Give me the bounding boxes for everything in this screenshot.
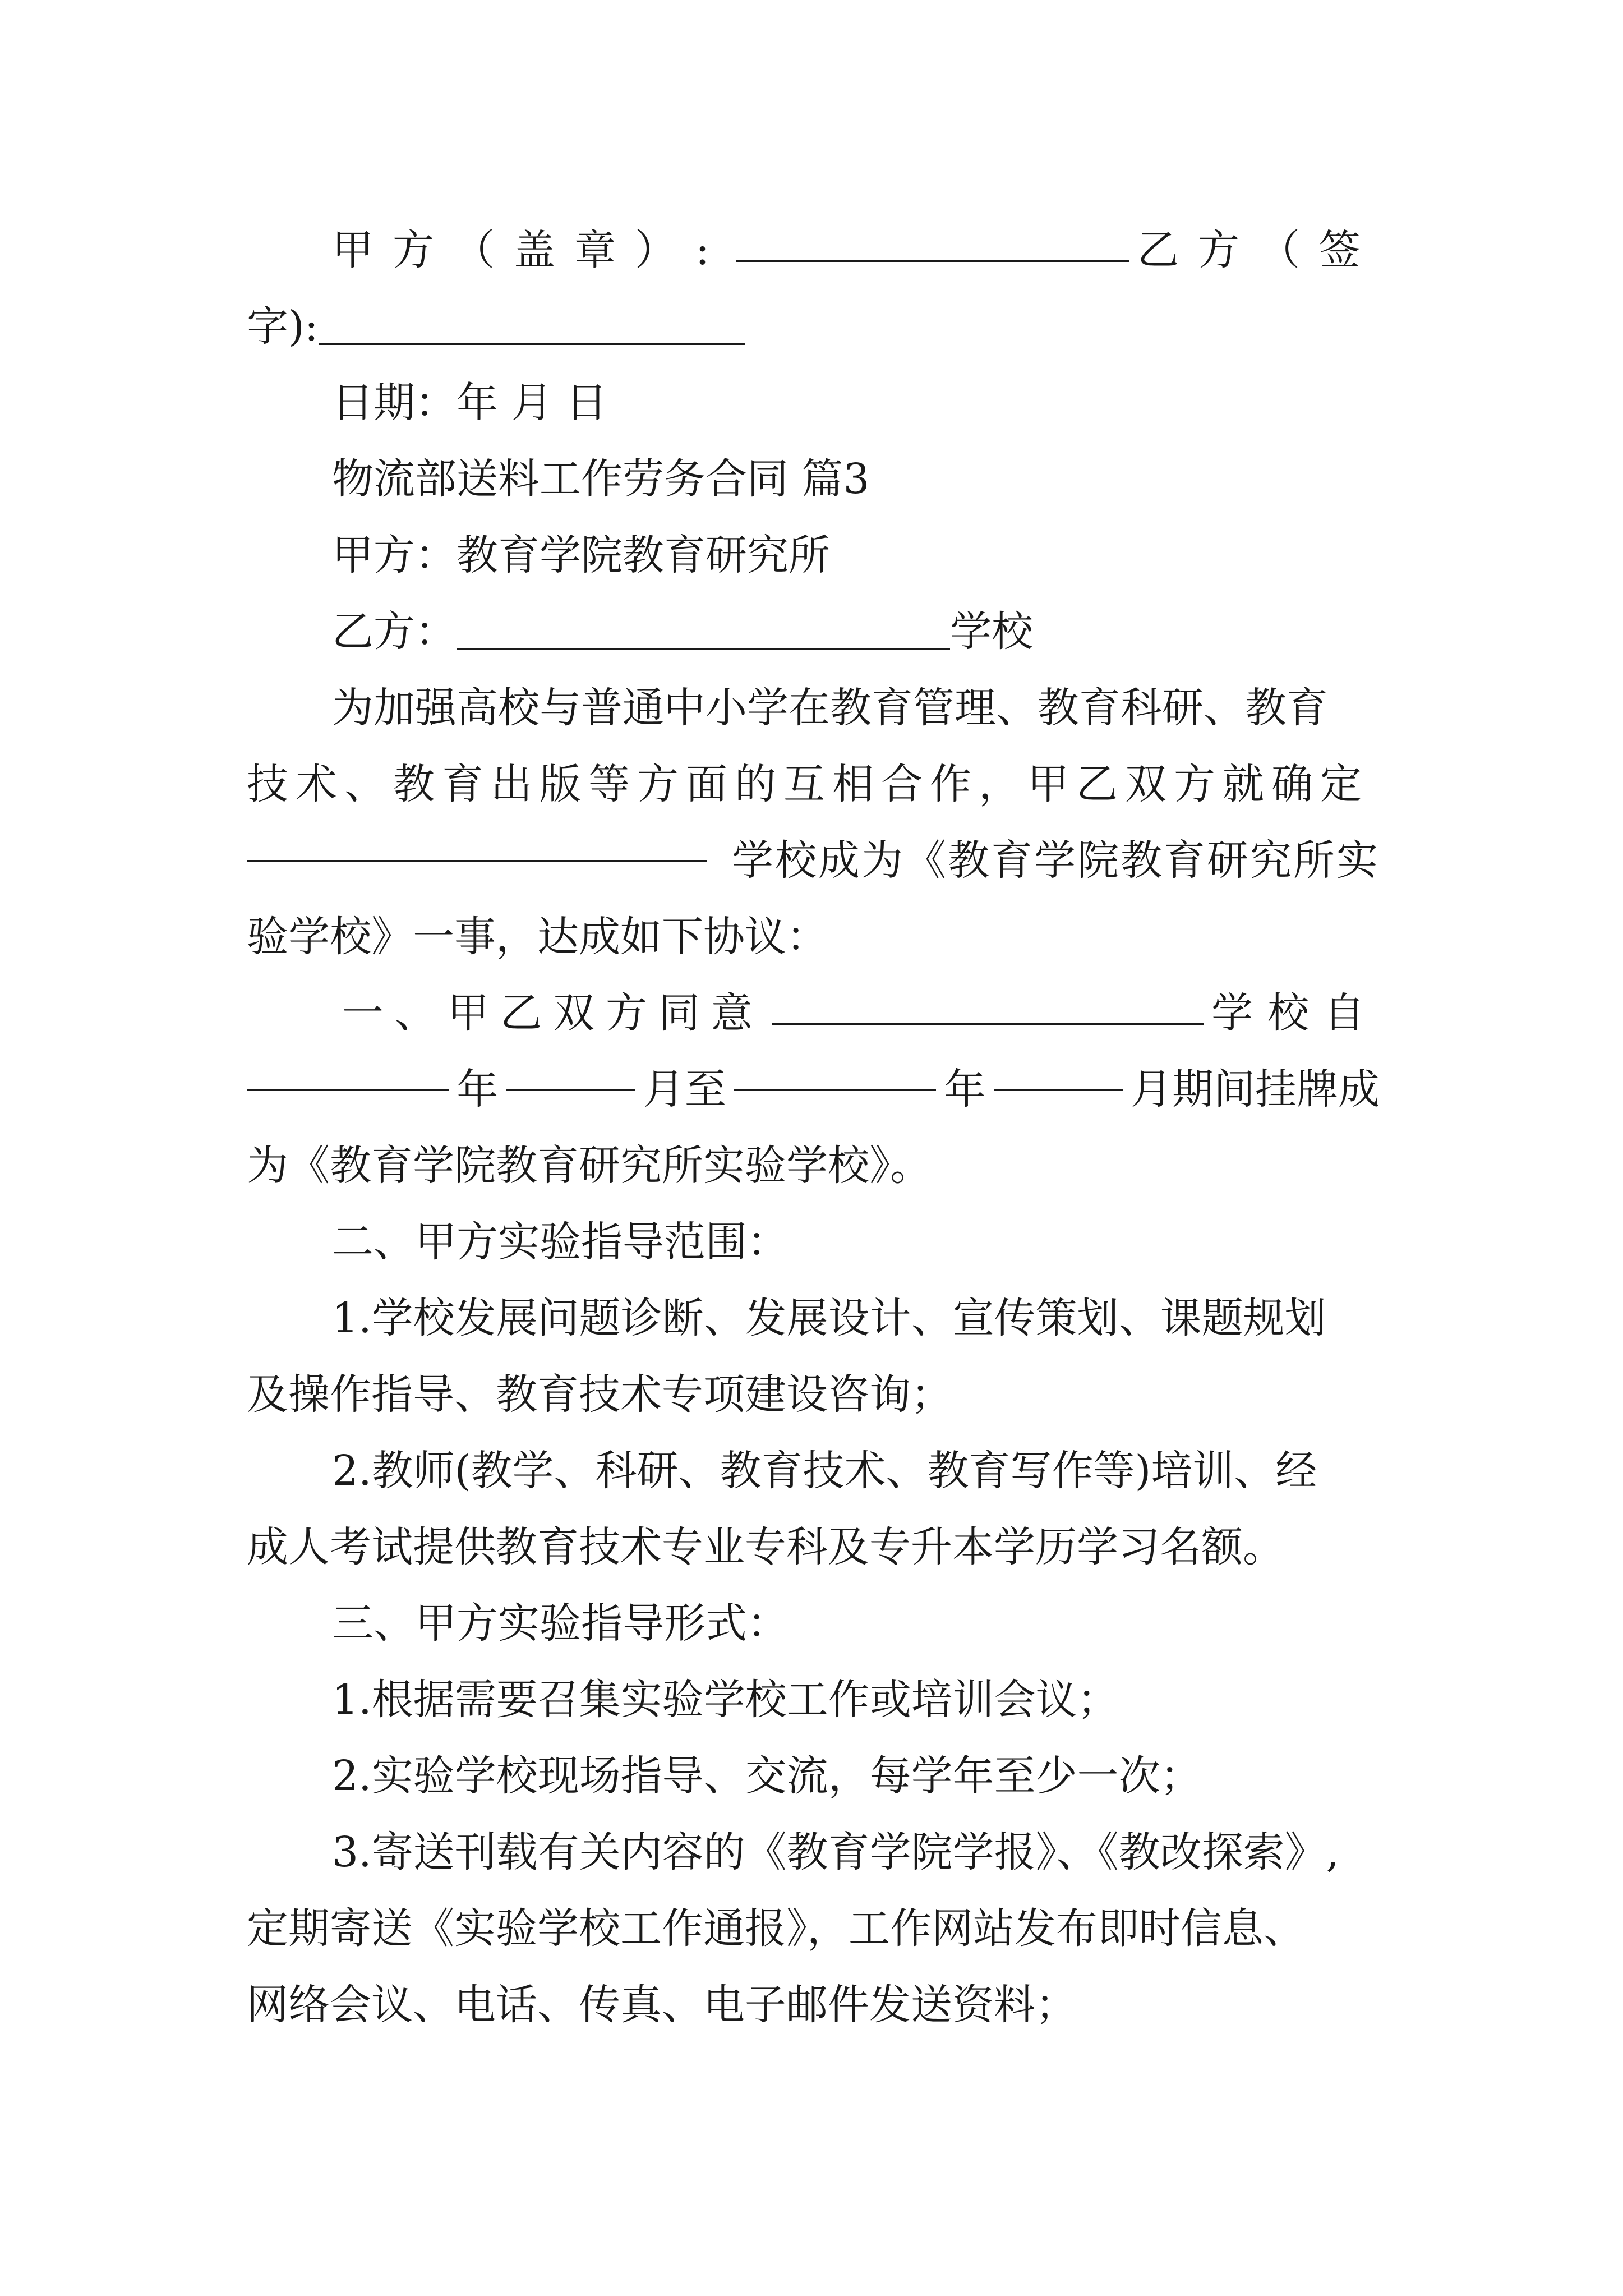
party-a-signature-blank[interactable] [736, 260, 1129, 262]
clause1-month-period: 月期间挂牌成 [1130, 1065, 1380, 1114]
intro-line-2: 技术、教育出版等方面的互相合作，甲乙双方就确定 [247, 760, 1369, 808]
clause3-item3-line-3: 网络会议、电话、传真、电子邮件发送资料； [247, 1981, 1077, 2029]
party-b-sign-label-cont: 字): [247, 302, 319, 351]
clause1-year2-blank[interactable] [734, 1088, 936, 1091]
party-a-line: 甲方：教育学院教育研究所 [332, 531, 830, 579]
section-title: 物流部送料工作劳务合同 篇3 [332, 455, 870, 503]
clause1-school-blank[interactable] [772, 1023, 1204, 1025]
clause1-year2: 年 [944, 1065, 986, 1114]
intro-line-3-text: 学校成为《教育学院教育研究所实 [732, 836, 1380, 885]
party-b-suffix: 学校 [950, 608, 1033, 656]
clause3-title: 三、甲方实验指导形式： [332, 1599, 789, 1648]
document-page [247, 212, 1380, 2043]
party-b-line [247, 593, 1380, 670]
clause1-school-from: 学校自 [1211, 989, 1380, 1037]
clause3-item3-line-2: 定期寄送《实验学校工作通报》，工作网站发布即时信息、 [247, 1904, 1305, 1953]
date-line: 日期：年 月 日 [332, 379, 608, 427]
party-b-signature-blank[interactable] [319, 343, 745, 345]
signature-line [247, 212, 1380, 288]
intro-line-3 [247, 822, 1380, 899]
clause1-year1-blank[interactable] [247, 1088, 449, 1091]
clause1-line-3: 为《教育学院教育研究所实验学校》。 [247, 1142, 932, 1190]
intro-school-blank[interactable] [247, 859, 707, 862]
clause1-line-1 [247, 975, 1380, 1051]
clause1-month2-blank[interactable] [994, 1088, 1123, 1091]
intro-line-1: 为加强高校与普通中小学在教育管理、教育科研、教育 [332, 684, 1328, 732]
clause3-item1: 1.根据需要召集实验学校工作或培训会议； [332, 1676, 1119, 1724]
clause2-item1-line-2: 及操作指导、教育技术专项建设咨询； [247, 1370, 952, 1419]
clause3-item3-line-1: 3.寄送刊载有关内容的《教育学院学报》、《教改探索》, [332, 1828, 1340, 1876]
clause2-item2-line-2: 成人考试提供教育技术专业专科及专升本学历学习名额。 [247, 1523, 1284, 1571]
clause1-month1-blank[interactable] [506, 1088, 635, 1091]
party-b-label: 乙方： [332, 608, 457, 656]
clause1-lead: 一、甲乙双方同意 [342, 989, 764, 1037]
clause1-year1: 年 [457, 1065, 499, 1114]
clause1-line-2 [247, 1051, 1380, 1128]
clause2-item1-line-1: 1.学校发展问题诊断、发展设计、宣传策划、课题规划 [332, 1294, 1326, 1342]
clause2-title: 二、甲方实验指导范围： [332, 1218, 789, 1266]
clause1-month-to: 月至 [643, 1065, 726, 1114]
intro-line-4: 验学校》一事，达成如下协议： [247, 913, 828, 961]
party-b-school-blank[interactable] [457, 648, 950, 650]
party-a-seal-label: 甲方（盖章）: [332, 226, 728, 274]
party-b-sign-label: 乙方（签 [1137, 226, 1380, 274]
clause3-item2: 2.实验学校现场指导、交流，每学年至少一次； [332, 1752, 1202, 1800]
signature-line-cont [247, 288, 1380, 365]
clause2-item2-line-1: 2.教师(教学、科研、教育技术、教育写作等)培训、经 [332, 1447, 1317, 1495]
